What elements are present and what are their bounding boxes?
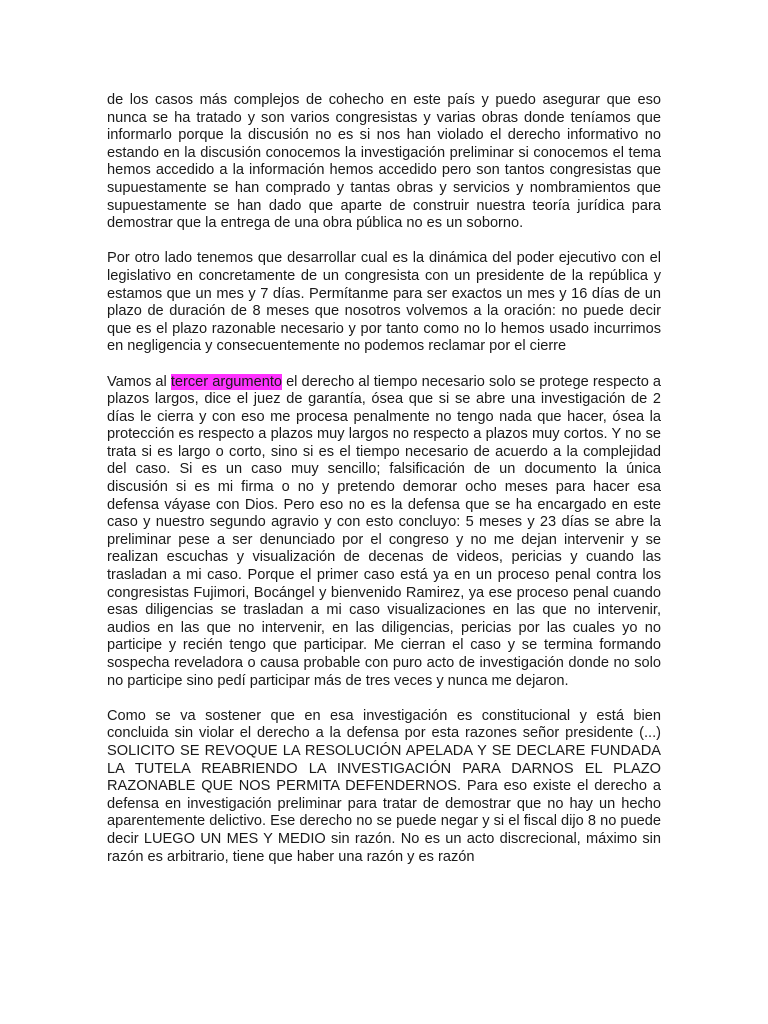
paragraph-3-lead: Vamos al: [107, 373, 171, 390]
document-page: [107, 92, 661, 884]
paragraph-3-body: el derecho al tiempo necesario solo se protege respecto a plazos largos, dice el juez de garantía, ósea que si se abre una investigación de 2 días le cierra y con eso me procesa penalmente no tengo nada que hacer, ósea la protección es respecto a plazos muy largos no respecto a plazos muy cortos. Y no se trata si es largo o corto, sino si es el tiempo necesario de acuerdo a la complejidad del caso. Si es un caso muy sencillo; falsificación de un documento la única discusión si es mi firma o no y pretendo demorar ocho meses para hacer esa defensa váyase con Dios. Pero eso no es la defensa que se ha encargado en este caso y nuestro segundo agravio y con esto concluyo: 5 meses y 23 días se abre la preliminar pese a ser denunciado por el congreso y no me dejan intervenir y se realizan escuchas y visualización de decenas de videos, pericias y cuando las trasladan a mi caso. Porque el primer caso está ya en un proceso penal contra los congresistas Fujimori, Bocángel y bienvenido Ramirez, ya ese proceso penal cuando esas diligencias se trasladan a mi caso visualizaciones en las que no intervenir, audios en las que no intervenir, en las diligencias, pericias por las cuales yo no participe y recién tengo que participar. Me cierran el caso y se termina formando sospecha reveladora o causa probable con puro acto de investigación donde no solo no participe sino pedí participar más de tres veces y nunca me dejaron.: [107, 373, 661, 689]
paragraph-2: Por otro lado tenemos que desarrollar cual es la dinámica del poder ejecutivo con el legislativo en concretamente de un congresista con un presidente de la república y estamos que un mes y 7 días. Permítanme para ser exactos un mes y 16 días de un plazo de duración de 8 meses que nosotros volvemos a la oración: no puede decir que es el plazo razonable necesario y por tanto como no lo hemos usado incurrimos en negligencia y consecuentemente no podemos reclamar por el cierre: [107, 250, 661, 355]
paragraph-3: [107, 374, 661, 691]
paragraph-4: Como se va sostener que en esa investigación es constitucional y está bien concluida sin violar el derecho a la defensa por esta razones señor presidente (...) SOLICITO SE REVOQUE LA RESOLUCIÓN APELADA Y SE DECLARE FUNDADA LA TUTELA REABRIENDO LA INVESTIGACIÓN PARA DARNOS EL PLAZO RAZONABLE QUE NOS PERMITA DEFENDERNOS. Para eso existe el derecho a defensa en investigación preliminar para tratar de demostrar que no hay un hecho aparentemente delictivo. Ese derecho no se puede negar y si el fiscal dijo 8 no puede decir LUEGO UN MES Y MEDIO sin razón. No es un acto discrecional, máximo sin razón es arbitrario, tiene que haber una razón y es razón: [107, 707, 661, 865]
highlighted-phrase: tercer argumento: [170, 373, 282, 390]
paragraph-1: de los casos más complejos de cohecho en este país y puedo asegurar que eso nunca se ha tratado y son varios congresistas y varias obras donde teníamos que informarlo porque la discusión no es si nos han violado el derecho informativo no estando en la discusión conocemos la investigación preliminar si conocemos el tema hemos accedido a la información hemos accedido pero son tantos congresistas que supuestamente se han comprado y tantas obras y servicios y nombramientos que supuestamente se han dado que aparte de construir nuestra teoría jurídica para demostrar que la entrega de una obra pública no es un soborno.: [107, 92, 661, 232]
